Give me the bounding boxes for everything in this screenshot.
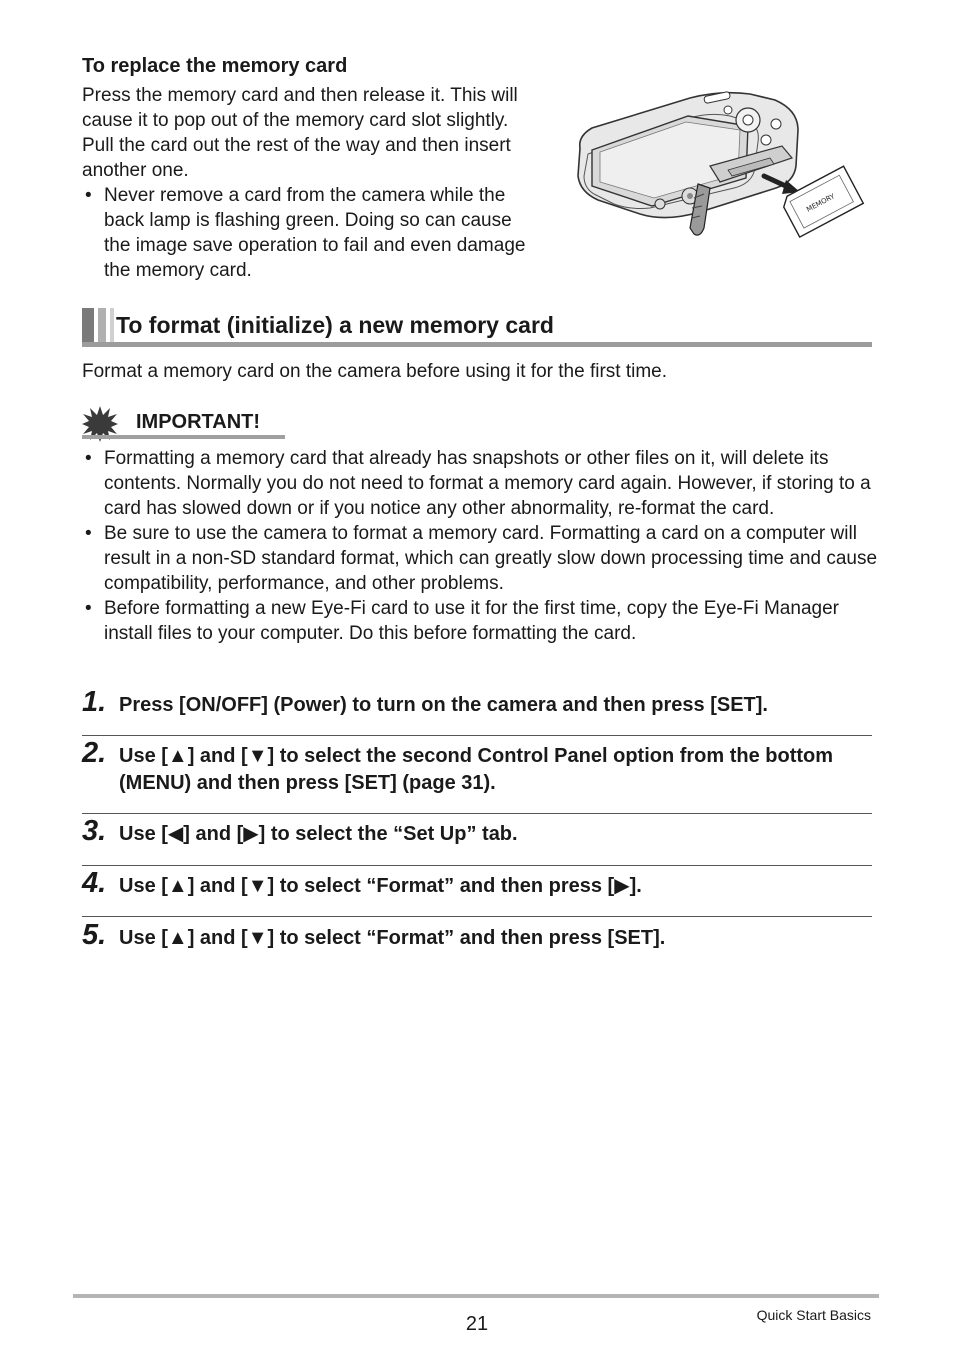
bullet-text: Formatting a memory card that already has snapshots or other files on it, will delete its contents. Normally you do not need to format a memory card again. However, if storing to a card has slowed down or if you notice any other abnormality, re-format the card. (104, 448, 871, 519)
replace-card-bullets (82, 183, 532, 283)
replace-card-paragraph: Press the memory card and then release it. This will cause it to pop out of the memory card slot slightly. Pull the card out the rest of the way and then insert another one. (82, 85, 518, 181)
bullet-dot: • (85, 523, 92, 544)
list-item (82, 521, 882, 596)
step-text: Use [▲] and [▼] to select the second Control Panel option from the bottom (MENU) and then press [SET] (page 31). (119, 745, 834, 794)
step-number: 4. (82, 867, 107, 899)
format-intro: Format a memory card on the camera before using it for the first time. (82, 361, 668, 382)
section-heading-bar (82, 308, 872, 348)
important-label: IMPORTANT! (136, 411, 261, 433)
step-text: Press [ON/OFF] (Power) to turn on the camera and then press [SET]. (119, 694, 768, 716)
step-divider (82, 865, 872, 866)
step-divider (82, 813, 872, 814)
step-text: Use [▲] and [▼] to select “Format” and then press [SET]. (119, 927, 666, 949)
step-text: Use [▲] and [▼] to select “Format” and then press [▶]. (119, 875, 642, 897)
step-divider (82, 735, 872, 736)
heading-accent-block (110, 308, 114, 344)
bullet-text: Be sure to use the camera to format a memory card. Formatting a card on a computer will result in a non-SD standard format, which can greatly slow down processing time and cause compatibility, performance, and other problems. (104, 523, 878, 594)
footer-rule (73, 1294, 879, 1298)
important-underline (82, 435, 285, 439)
important-bullets (82, 446, 882, 646)
heading-accent-block (82, 308, 94, 344)
step-text: Use [◀] and [▶] to select the “Set Up” tab. (119, 823, 518, 845)
memory-card-label: MEMORY (805, 192, 837, 214)
camera-memory-card-illustration (570, 88, 875, 248)
step-number: 1. (82, 686, 107, 718)
list-item (82, 183, 532, 283)
list-item (82, 596, 882, 646)
bullet-dot: • (85, 598, 92, 619)
step-number: 5. (82, 919, 107, 951)
bullet-dot: • (85, 448, 92, 469)
list-item (82, 446, 882, 521)
section-title: To format (initialize) a new memory card (116, 312, 554, 338)
step-number: 3. (82, 815, 107, 847)
step-number: 2. (82, 737, 107, 769)
footer-section-name: Quick Start Basics (756, 1307, 871, 1323)
page-number: 21 (465, 1313, 489, 1335)
bullet-text: Never remove a card from the camera while the back lamp is flashing green. Doing so can cause the image save operation to fail and even damage the memory card. (104, 185, 526, 281)
replace-card-heading: To replace the memory card (82, 55, 348, 77)
bullet-dot: • (85, 185, 92, 206)
heading-accent-block (98, 308, 106, 344)
bullet-text: Before formatting a new Eye-Fi card to use it for the first time, copy the Eye-Fi Manager install files to your computer. Do this before formatting the card. (104, 598, 839, 644)
step-divider (82, 916, 872, 917)
heading-rule (82, 342, 872, 347)
